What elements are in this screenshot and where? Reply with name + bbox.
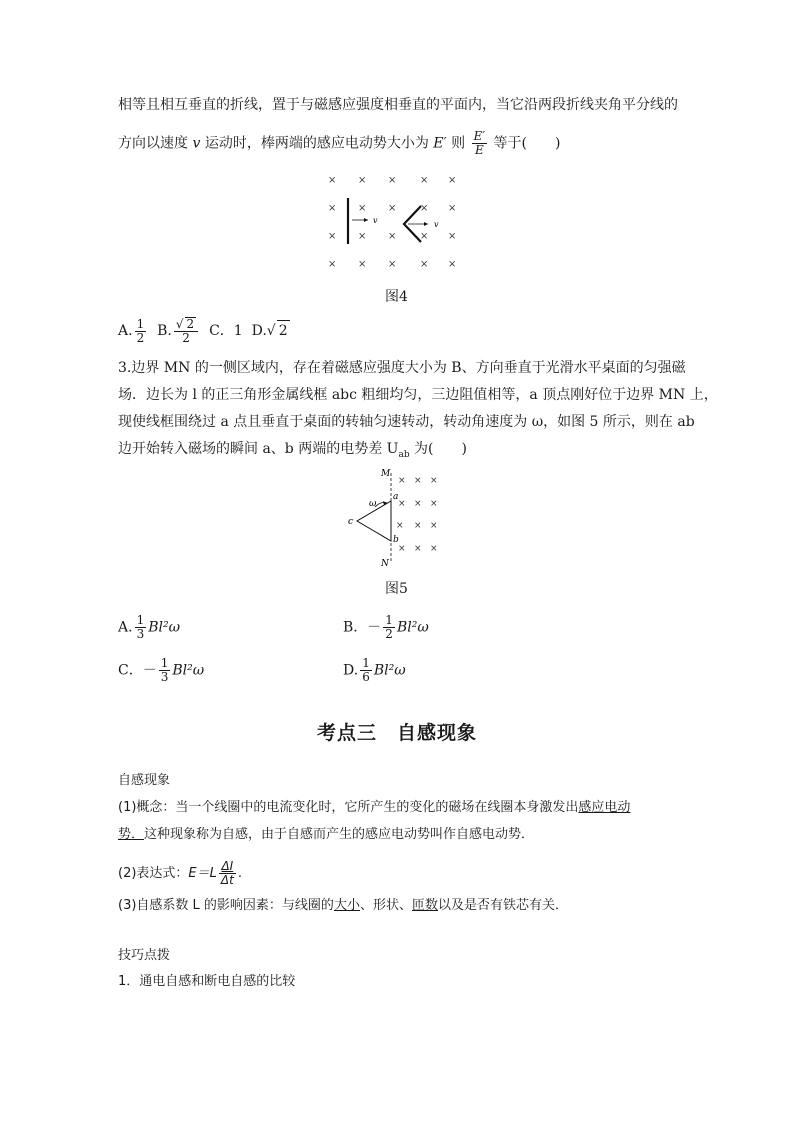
figure-v-label-1: v [373, 216, 378, 225]
label-m: M [381, 469, 391, 479]
q3-option-a-prefix: A. [118, 619, 133, 636]
q2-options: A. $\frac{1}{2}$ B. $\frac{√ 2}{2}$ C．1 D.√ 2 [118, 316, 288, 345]
q3-option-c-fraction [159, 657, 171, 684]
q3-option-c-prefix: C．－ [118, 662, 157, 679]
label-n: N [381, 559, 389, 569]
q2-option-a-den: 2 [136, 330, 145, 345]
svg-text:×: × [414, 476, 422, 486]
q2-option-b-fraction [174, 317, 198, 345]
q2-line2-d: 等于( ) [493, 135, 561, 152]
svg-text:×: × [328, 203, 337, 214]
svg-text:×: × [388, 259, 397, 270]
svg-text:×: × [388, 203, 397, 214]
q3-option-b-tail: Bl²ω [396, 619, 429, 636]
q3-option-a-num: 1 [136, 613, 145, 627]
arrowhead-2 [424, 222, 428, 226]
q3-option-d-num: 1 [362, 656, 370, 670]
label-b: b [393, 535, 399, 545]
svg-text:×: × [398, 544, 406, 554]
svg-text:×: × [420, 231, 429, 242]
q2-option-b-prefix: B. [157, 323, 172, 339]
q2-option-a-fraction [135, 318, 147, 345]
svg-text:×: × [396, 521, 404, 531]
svg-text:×: × [328, 231, 337, 242]
q3-option-c-num: 1 [160, 656, 169, 670]
concept-underlined-2: 势． [118, 827, 145, 842]
factors-underlined-1: 大小 [333, 898, 360, 913]
expression-num: ΔI [219, 860, 236, 874]
q3-option-d [343, 657, 406, 684]
factors-text-c: 以及是否有铁芯有关． [437, 898, 568, 913]
q3-option-a-fraction [135, 614, 147, 641]
q2-velocity-symbol: v [192, 135, 201, 152]
q3-option-d-den: 6 [362, 670, 370, 684]
svg-text:×: × [358, 175, 367, 186]
q2-ratio-fraction [472, 130, 487, 157]
expression-den: Δt [220, 873, 234, 887]
tips-heading: 技巧点拨 [118, 948, 171, 963]
svg-text:×: × [358, 203, 367, 214]
q2-line2-c: 则 [451, 135, 466, 152]
concept-line2 [118, 825, 534, 845]
label-a: a [393, 492, 399, 502]
section-subtitle: 自感现象 [118, 773, 171, 788]
factors-text-b: 、形状、 [359, 898, 412, 913]
q2-option-c: C．1 [209, 323, 243, 339]
svg-text:×: × [430, 521, 438, 531]
svg-text:×: × [328, 259, 337, 270]
q2-option-a-num: 1 [136, 316, 145, 331]
q2-option-d-prefix: D. [251, 323, 267, 339]
svg-text:×: × [414, 499, 422, 509]
q2-line2-a: 方向以速度 [118, 135, 188, 152]
q3-option-b-num: 1 [385, 613, 393, 627]
q2-text-line1: 相等且相互垂直的折线，置于与磁感应强度相垂直的平面内，当它沿两段折线夹角平分线的 [118, 97, 678, 113]
q3-line4-b: 为( ) [409, 441, 467, 457]
q3-option-b-prefix: B．－ [343, 619, 382, 636]
svg-text:×: × [430, 476, 438, 486]
svg-text:×: × [448, 259, 457, 270]
tips-item-1: 1．通电自感和断电自感的比较 [118, 974, 296, 989]
q2-ratio-den: E [474, 143, 484, 157]
q2-option-b-num: √ 2 [174, 317, 198, 332]
svg-text:×: × [414, 521, 422, 531]
q3-option-d-prefix: D. [343, 662, 359, 679]
factors-underlined-2: 匝数 [411, 898, 438, 913]
figure-4-caption: 图4 [385, 289, 408, 305]
svg-text:×: × [398, 499, 406, 509]
q2-line2-b: 运动时，棒两端的感应电动势大小为 [204, 135, 429, 152]
expression-end: . [237, 866, 242, 881]
figure-4-diagram [320, 168, 470, 273]
svg-text:×: × [420, 175, 429, 186]
q2-text-line2 [118, 130, 560, 157]
label-c: c [348, 517, 354, 527]
q3-option-b-fraction [383, 614, 395, 641]
expression-line [118, 860, 242, 887]
q3-text-line1: 3.边界 MN 的一侧区域内，存在着磁感应强度大小为 B、方向垂直于光滑水平桌面的匀强磁 [118, 360, 686, 376]
expression-eq: E＝L [188, 866, 217, 881]
q3-option-a [118, 614, 180, 641]
figure-5-caption: 图5 [385, 581, 408, 597]
section-title: 考点三 自感现象 [316, 722, 477, 744]
svg-text:×: × [328, 175, 337, 186]
q3-option-a-tail: Bl²ω [148, 619, 180, 636]
svg-text:×: × [358, 259, 367, 270]
q3-uab-subscript: ab [398, 449, 410, 460]
q3-option-b [343, 614, 429, 641]
svg-text:×: × [430, 499, 438, 509]
label-omega: ω [369, 499, 377, 509]
figure-5-diagram [345, 465, 445, 570]
q3-option-c-tail: Bl²ω [172, 662, 205, 679]
q3-text-line3: 现使线框围绕过 a 点且垂直于桌面的转轴匀速转动，转动角速度为 ω，如图 5 所示，则在 ab [118, 414, 695, 430]
svg-text:×: × [358, 231, 367, 242]
figure-v-label-2: v [434, 220, 439, 229]
q2-option-b-root: 2 [186, 317, 195, 331]
concept-underlined-1: 感应电动 [578, 800, 631, 815]
q3-option-b-den: 2 [385, 627, 393, 641]
factors-line [118, 896, 568, 916]
expression-fraction [219, 860, 236, 887]
q3-text-line4 [118, 439, 467, 465]
q2-option-d-root: 2 [277, 320, 290, 341]
q2-option-a-prefix: A. [118, 323, 133, 339]
expression-label: (2)表达式： [118, 866, 189, 881]
svg-text:×: × [420, 259, 429, 270]
svg-text:×: × [388, 175, 397, 186]
svg-text:×: × [420, 203, 429, 214]
arrowhead-1 [364, 218, 368, 222]
concept-text-a: (1)概念：当一个线圈中的电流变化时，它所产生的变化的磁场在线圈本身激发出 [118, 800, 579, 815]
concept-text-b: 这种现象称为自感，由于自感而产生的感应电动势叫作自感电动势． [144, 827, 535, 842]
q2-option-b-den: 2 [182, 331, 190, 345]
factors-text-a: (3)自感系数 L 的影响因素：与线圈的 [118, 898, 334, 913]
svg-text:×: × [448, 203, 457, 214]
q3-option-c-den: 3 [160, 670, 169, 684]
concept-line1 [118, 798, 630, 818]
q3-option-d-fraction [360, 657, 372, 684]
svg-text:×: × [430, 544, 438, 554]
q2-ratio-num: E′ [473, 129, 486, 143]
q2-emf-symbol: E′ [433, 135, 447, 152]
svg-text:×: × [448, 175, 457, 186]
svg-text:×: × [388, 231, 397, 242]
svg-text:×: × [448, 231, 457, 242]
q3-text-line2: 场．边长为 l 的正三角形金属线框 abc 粗细均匀，三边阻值相等，a 顶点刚好位于边界 MN 上， [118, 387, 718, 403]
figure-5-crosses [396, 476, 438, 554]
q3-option-c [118, 657, 204, 684]
q3-line4-a: 边开始转入磁场的瞬间 a、b 两端的电势差 U [118, 441, 399, 457]
q3-option-d-tail: Bl²ω [373, 662, 406, 679]
q3-option-a-den: 3 [136, 627, 145, 641]
svg-text:×: × [398, 476, 406, 486]
svg-text:×: × [414, 544, 422, 554]
